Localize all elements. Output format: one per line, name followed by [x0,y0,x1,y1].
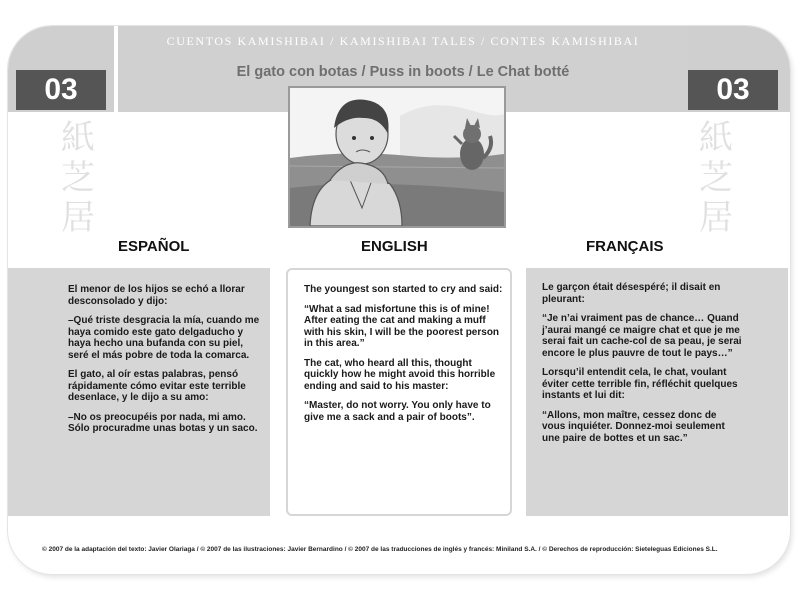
paragraph: –No os preocupéis por nada, mi amo. Sólo procuradme unas botas y un saco. [68,411,258,434]
boy-and-cat-illustration [288,86,506,228]
paragraph: –Qué triste desgracia la mía, cuando me haya comido este gato delgaducho y haya hecho una bufanda con su piel, seré el más pobre de toda la comarca. [68,315,260,361]
kamishibai-card [8,26,790,574]
paragraph: “What a sad misfortune this is of mine! After eating the cat and making a muff with his skin, I will be the poorest person in this area.” [304,303,500,349]
heading-french: FRANÇAIS [586,238,664,255]
paragraph: Le garçon était désespéré; il disait en pleurant: [542,282,721,305]
english-text-panel [286,268,512,516]
spanish-text-panel [8,268,270,516]
corner-tab-left [8,26,114,112]
kanji-column-right [696,118,736,238]
paragraph: The youngest son started to cry and said: [304,284,503,295]
series-title: CUENTOS KAMISHIBAI / KAMISHIBAI TALES / CONTES KAMISHIBAI [166,34,640,48]
story-number-left: 03 [16,70,106,110]
french-text [542,282,742,452]
paragraph: “Je n’ai vraiment pas de chance… Quand j’aurai mangé ce maigre chat et que je me serai fait un cache-col de sa peau, je serai encore le plus pauvre de tout le pays…” [542,313,742,359]
kanji-char: 居 [699,198,733,238]
corner-tab-right [684,26,790,112]
story-title: El gato con botas / Puss in boots / Le Chat botté [236,64,570,80]
paragraph: Lorsqu’il entendit cela, le chat, voulant éviter cette terrible fin, réfléchit quelques instants et lui dit: [542,367,738,401]
story-number-right: 03 [688,70,778,110]
kanji-char: 紙 [61,118,95,158]
spanish-text [68,284,264,443]
paragraph: The cat, who heard all this, thought quickly how he might avoid this horrible ending and said to his master: [304,357,496,392]
heading-english: ENGLISH [361,238,428,255]
kanji-char: 芝 [61,158,95,198]
copyright-footer: © 2007 de la adaptación del texto: Javier Olariaga / © 2007 de las ilustraciones: Javier Bernardino / © 2007 de las traducciones de inglés y francés: Miniland S.A. / © Derechos de reproducción: Sieteleguas Ediciones S.L. [42,546,718,553]
kanji-column-left [58,118,98,238]
paragraph: El menor de los hijos se echó a llorar desconsolado y dijo: [68,284,245,307]
paragraph: “Allons, mon maître, cessez donc de vous inquiéter. Donnez-moi seulement une paire de bottes et un sac.” [542,409,725,444]
heading-spanish: ESPAÑOL [118,238,190,255]
english-text [304,284,504,431]
kanji-char: 芝 [699,158,733,198]
kanji-char: 紙 [699,118,733,158]
paragraph: El gato, al oír estas palabras, pensó rápidamente cómo evitar este terrible desenlace, y le dijo a su amo: [68,369,246,403]
kanji-char: 居 [61,198,95,238]
paragraph: “Master, do not worry. You only have to give me a sack and a pair of boots”. [304,400,491,423]
french-text-panel [526,268,788,516]
